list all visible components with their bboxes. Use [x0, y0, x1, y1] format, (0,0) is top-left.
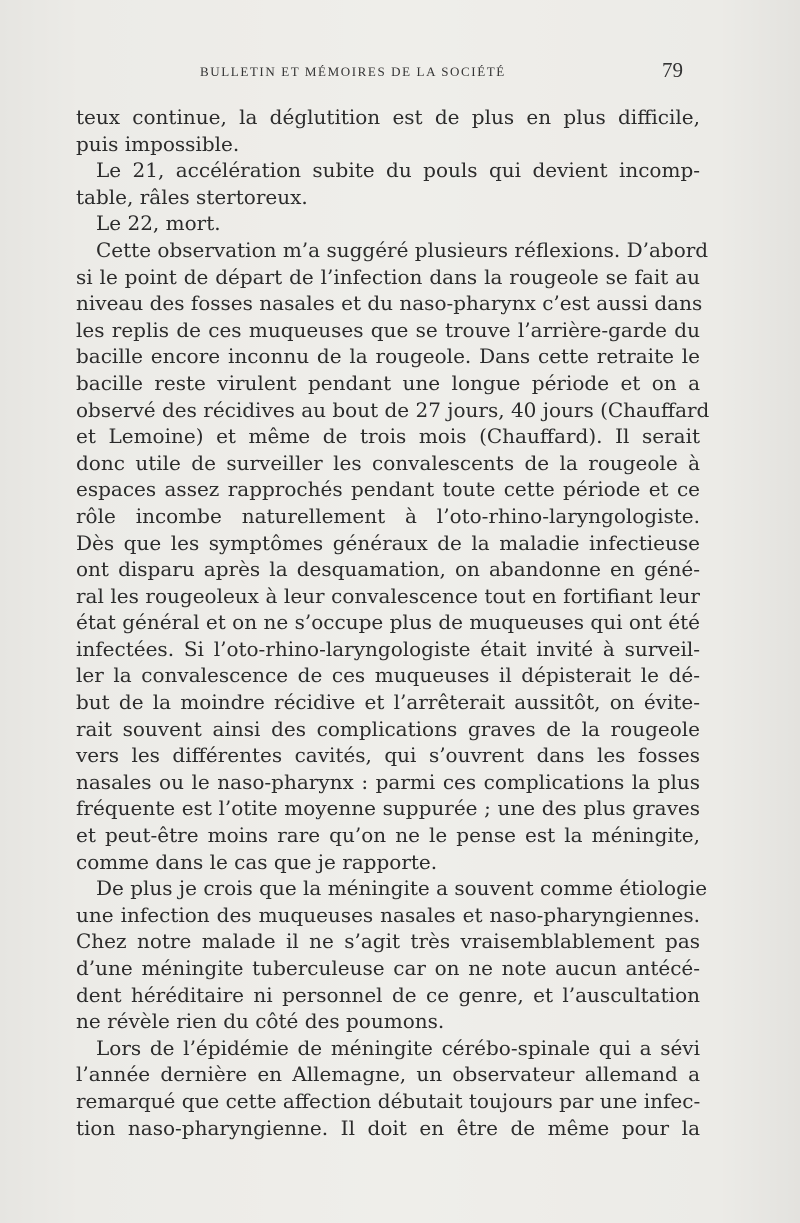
text-line: si le point de départ de l’infection dans la rougeole se fait au [76, 264, 700, 289]
text-line: ral les rougeoleux à leur convalescence tout en fortifiant leur [76, 583, 700, 608]
text-line: infectées. Si l’oto-rhino-laryngologiste était invité à surveil- [76, 636, 700, 661]
body-text [76, 104, 710, 1141]
text-line: rait souvent ainsi des complications graves de la rougeole [76, 716, 700, 741]
text-line: puis impossible. [76, 131, 240, 156]
text-line: et Lemoine) et même de trois mois (Chauffard). Il serait [76, 424, 700, 449]
text-line: d’une méningite tuberculeuse car on ne note aucun antécé- [76, 956, 700, 980]
text-line: état général et on ne s’occupe plus de muqueuses qui ont été [76, 610, 700, 635]
text-line: Lors de l’épidémie de méningite cérébo-spinale qui a sévi [96, 1035, 700, 1060]
text-line: table, râles stertoreux. [76, 184, 308, 209]
page-number: 79 [662, 58, 683, 82]
text-line: tion naso-pharyngienne. Il doit en être de même pour la [76, 1115, 700, 1140]
text-line: niveau des fosses nasales et du naso-pharynx c’est aussi dans [76, 291, 703, 316]
text-line: dent héréditaire ni personnel de ce genre, et l’auscultation [76, 982, 700, 1007]
text-line: remarqué que cette affection débutait toujours par une infec- [76, 1088, 701, 1113]
text-line: ont disparu après la desquamation, on abandonne en géné- [76, 557, 700, 582]
text-line: une infection des muqueuses nasales et naso-pharyngiennes. [76, 902, 700, 927]
text-line: bacille reste virulent pendant une longue période et on a [76, 370, 700, 395]
text-line: Le 21, accélération subite du pouls qui devient incomp- [96, 158, 700, 183]
text-line: bacille encore inconnu de la rougeole. Dans cette retraite le [76, 344, 700, 369]
text-line: fréquente est l’otite moyenne suppurée ; une des plus graves [76, 796, 700, 821]
text-line: et peut-être moins rare qu’on ne le pense est la méningite, [76, 823, 700, 848]
text-line: espaces assez rapprochés pendant toute cette période et ce [76, 477, 700, 502]
text-line: l’année dernière en Allemagne, un observateur allemand a [76, 1062, 700, 1087]
text-line: observé des récidives au bout de 27 jours, 40 jours (Chauffard [76, 397, 710, 422]
text-line: les replis de ces muqueuses que se trouve l’arrière-garde du [76, 317, 700, 342]
text-line: but de la moindre récidive et l’arrêterait aussitôt, on évite- [76, 690, 700, 715]
text-line: rôle incombe naturellement à l’oto-rhino-laryngologiste. [76, 503, 700, 528]
running-title: BULLETIN ET MÉMOIRES DE LA SOCIÉTÉ [200, 64, 506, 79]
text-line: Le 22, mort. [96, 211, 221, 236]
text-line: Chez notre malade il ne s’agit très vraisemblablement pas [76, 929, 700, 954]
text-line: nasales ou le naso-pharynx : parmi ces complications la plus [76, 769, 700, 794]
text-line: Dès que les symptômes généraux de la maladie infectieuse [76, 530, 700, 555]
text-line: vers les différentes cavités, qui s’ouvrent dans les fosses [76, 743, 700, 768]
text-line: donc utile de surveiller les convalescents de la rougeole à [76, 450, 700, 475]
text-line: teux continue, la déglutition est de plus en plus difficile, [76, 105, 700, 129]
text-line: Cette observation m’a suggéré plusieurs réflexions. D’abord [96, 237, 709, 262]
text-line: De plus je crois que la méningite a souvent comme étiologie [96, 876, 708, 901]
text-line: ler la convalescence de ces muqueuses il dépisterait le dé- [76, 663, 700, 688]
text-line: comme dans le cas que je rapporte. [76, 849, 438, 874]
text-line: ne révèle rien du côté des poumons. [76, 1009, 445, 1034]
